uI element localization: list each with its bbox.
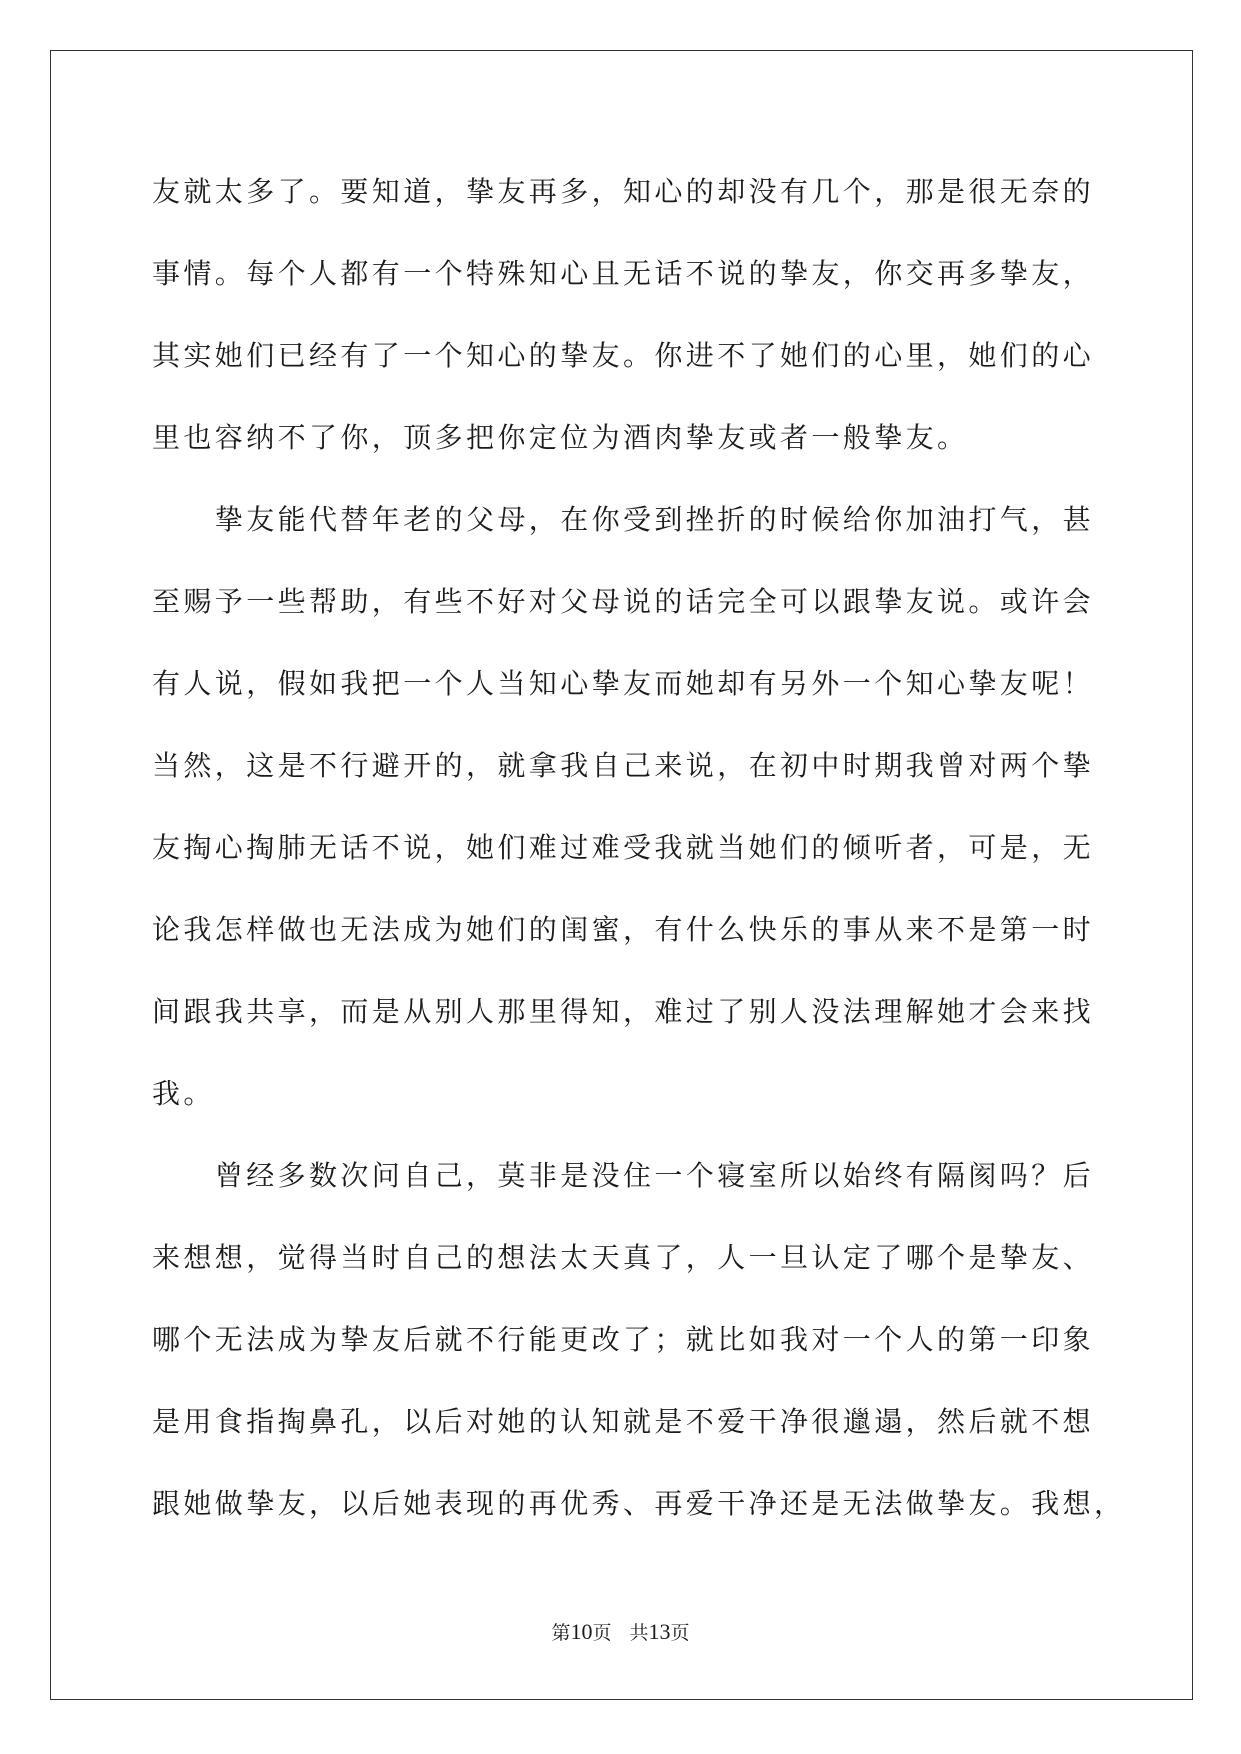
page-prefix: 第 <box>551 1622 571 1644</box>
text-line: 友就太多了。要知道，挚友再多，知心的却没有几个，那是很无奈的 <box>152 175 1095 208</box>
text-line: 至赐予一些帮助，有些不好对父母说的话完全可以跟挚友说。或许会 <box>152 585 1095 618</box>
text-line: 当然，这是不行避开的，就拿我自己来说，在初中时期我曾对两个挚 <box>152 749 1095 782</box>
text-line: 其实她们已经有了一个知心的挚友。你进不了她们的心里，她们的心 <box>152 339 1095 372</box>
text-line: 来想想，觉得当时自己的想法太天真了，人一旦认定了哪个是挚友、 <box>152 1241 1095 1274</box>
text-line: 跟她做挚友，以后她表现的再优秀、再爱干净还是无法做挚友。我想， <box>152 1487 1126 1520</box>
text-line: 友掏心掏肺无话不说，她们难过难受我就当她们的倾听者，可是，无 <box>152 831 1095 864</box>
text-line: 挚友能代替年老的父母，在你受到挫折的时候给你加油打气，甚 <box>152 503 1095 536</box>
total-pages: 13 <box>648 1619 671 1644</box>
text-line: 哪个无法成为挚友后就不行能更改了；就比如我对一个人的第一印象 <box>152 1323 1095 1356</box>
total-prefix: 共 <box>629 1622 649 1644</box>
total-pages-label <box>629 1619 690 1644</box>
text-line: 是用食指掏鼻孔，以后对她的认知就是不爱干净很邋遢，然后就不想 <box>152 1405 1095 1438</box>
text-line: 里也容纳不了你，顶多把你定位为酒肉挚友或者一般挚友。 <box>152 421 969 454</box>
page-number-label <box>551 1619 612 1644</box>
total-suffix: 页 <box>670 1622 690 1644</box>
text-line: 曾经多数次问自己，莫非是没住一个寝室所以始终有隔阂吗？后 <box>152 1159 1095 1192</box>
body-text <box>152 151 1126 1545</box>
text-line: 有人说，假如我把一个人当知心挚友而她却有另外一个知心挚友呢！ <box>152 667 1095 700</box>
text-line: 论我怎样做也无法成为她们的闺蜜，有什么快乐的事从来不是第一时 <box>152 913 1095 946</box>
page-number: 10 <box>570 1619 593 1644</box>
text-line: 间跟我共享，而是从别人那里得知，难过了别人没法理解她才会来找 <box>152 995 1095 1028</box>
page-footer <box>0 1618 1241 1645</box>
text-line: 我。 <box>152 1077 215 1110</box>
text-line: 事情。每个人都有一个特殊知心且无话不说的挚友，你交再多挚友， <box>152 257 1095 290</box>
page-suffix: 页 <box>592 1622 612 1644</box>
